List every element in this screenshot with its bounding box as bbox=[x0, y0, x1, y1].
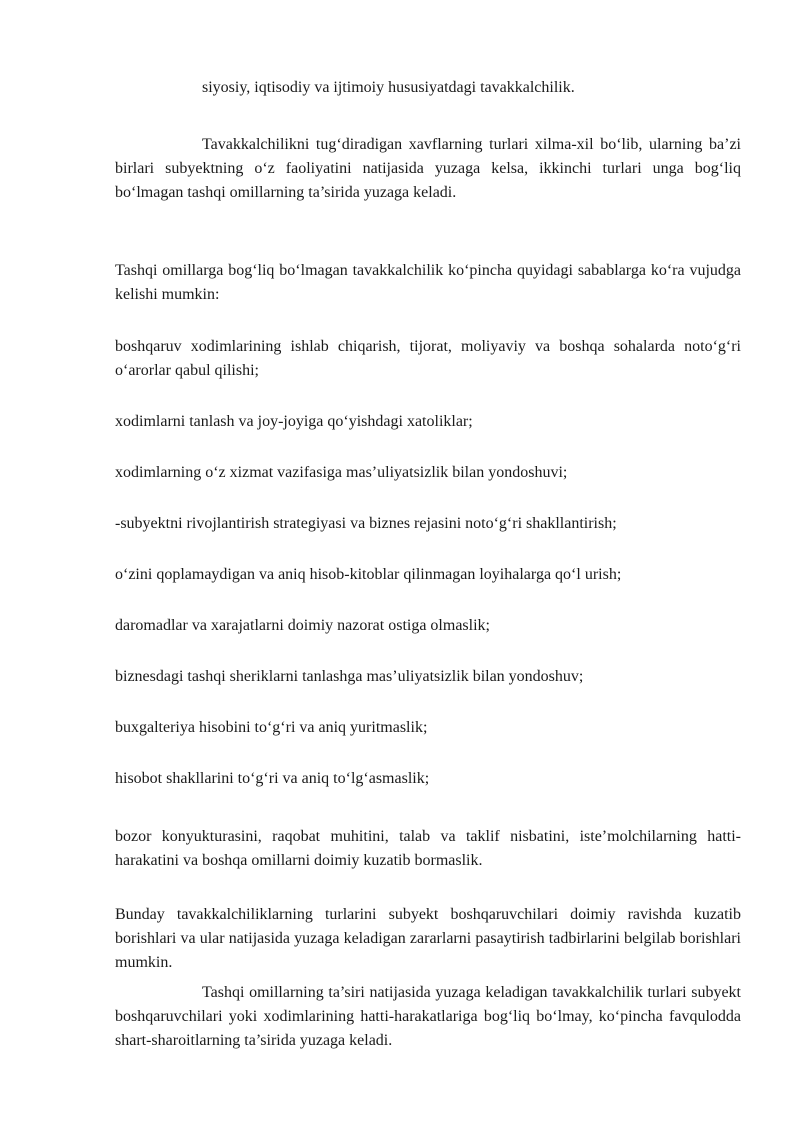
cause-item-1: boshqaruv xodimlarining ishlab chiqarish, tijorat, moliyaviy va boshqa sohalarda noto‘g‘ri o‘arorlar qabul qilishi; bbox=[115, 338, 741, 379]
cause-item-4: -subyektni rivojlantirish strategiyasi va biznes rejasini noto‘g‘ri shakllantirish; bbox=[115, 515, 617, 532]
continuation-line: siyosiy, iqtisodiy va ijtimoiy hususiyatdagi tavakkalchilik. bbox=[202, 79, 575, 96]
cause-item-8: buxgalteriya hisobini to‘g‘ri va aniq yuritmaslik; bbox=[115, 719, 428, 736]
cause-item-10: bozor konyukturasini, raqobat muhitini, talab va taklif nisbatini, iste’molchilarning hatti-harakatini va boshqa omillarni doimiy kuzatib bormaslik. bbox=[115, 828, 741, 869]
lead-paragraph: Tashqi omillarga bog‘liq bo‘lmagan tavakkalchilik ko‘pincha quyidagi sabablarga ko‘ra vujudga kelishi mumkin: bbox=[115, 262, 741, 303]
cause-item-9: hisobot shakllarini to‘g‘ri va aniq to‘lg‘asmaslik; bbox=[115, 770, 430, 787]
closing-paragraph: Tashqi omillarning ta’siri natijasida yuzaga keladigan tavakkalchilik turlari subyekt boshqaruvchilari yoki xodimlarining hatti-harakatlariga bog‘liq bo‘lmay, ko‘pincha favqulodda shart-sharoitlarning ta’sirida yuzaga keladi. bbox=[115, 984, 741, 1049]
cause-item-6: daromadlar va xarajatlarni doimiy nazorat ostiga olmaslik; bbox=[115, 617, 490, 634]
cause-item-2: xodimlarni tanlash va joy-joyiga qo‘yishdagi xatoliklar; bbox=[115, 413, 473, 430]
cause-item-3: xodimlarning o‘z xizmat vazifasiga mas’uliyatsizlik bilan yondoshuvi; bbox=[115, 464, 568, 481]
cause-item-5: o‘zini qoplamaydigan va aniq hisob-kitoblar qilinmagan loyihalarga qo‘l urish; bbox=[115, 566, 622, 583]
summary-paragraph: Bunday tavakkalchiliklarning turlarini subyekt boshqaruvchilari doimiy ravishda kuzatib borishlari va ular natijasida yuzaga keladigan zararlarni pasaytirish tadbirlarini belgilab borishlari mumkin. bbox=[115, 906, 741, 971]
cause-item-7: biznesdagi tashqi sheriklarni tanlashga mas’uliyatsizlik bilan yondoshuv; bbox=[115, 668, 584, 685]
intro-paragraph: Tavakkalchilikni tug‘diradigan xavflarning turlari xilma-xil bo‘lib, ularning ba’zi birlari subyektning o‘z faoliyatini natijasida yuzaga kelsa, ikkinchi turlari unga bog‘liq bo‘lmagan tashqi omillarning ta’sirida yuzaga keladi. bbox=[115, 136, 741, 201]
